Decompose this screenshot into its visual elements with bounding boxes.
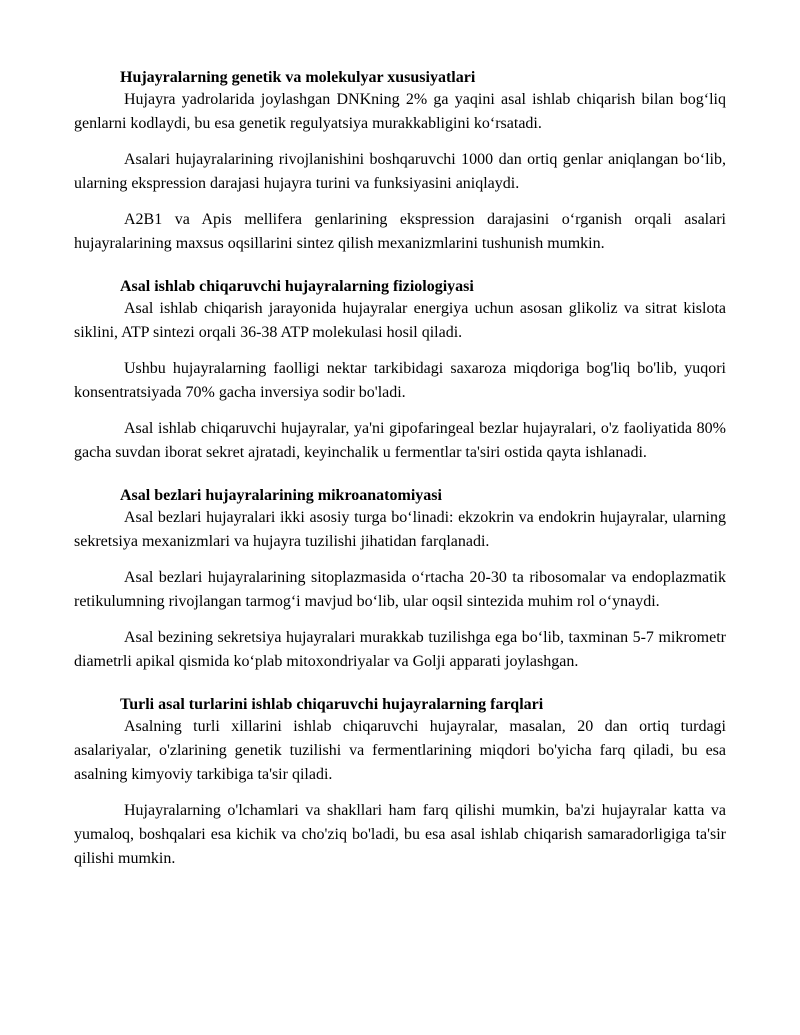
paragraph: Asal bezlari hujayralari ikki asosiy turga bo‘linadi: ekzokrin va endokrin hujayralar, ularning sekretsiya mexanizmlari va hujayra tuzilishi jihatidan farqlanadi. (74, 509, 726, 550)
section-heading: Asal ishlab chiqaruvchi hujayralarning fiziologiyasi (120, 278, 474, 295)
paragraph: Hujayra yadrolarida joylashgan DNKning 2% ga yaqini asal ishlab chiqarish bilan bog‘liq genlarni kodlaydi, bu esa genetik regulyatsiya murakkabligini ko‘rsatadi. (74, 91, 726, 132)
paragraph: Asal bezining sekretsiya hujayralari murakkab tuzilishga ega bo‘lib, taxminan 5-7 mikrometr diametrli apikal qismida ko‘plab mitoxondriyalar va Golji apparati joylashgan. (74, 629, 726, 670)
section-physiology (74, 277, 726, 465)
section-differences (74, 695, 726, 871)
paragraph: Asalari hujayralarining rivojlanishini boshqaruvchi 1000 dan ortiq genlar aniqlangan bo‘lib, ularning ekspression darajasi hujayra turini va funksiyasini aniqlaydi. (74, 151, 726, 192)
paragraph: Asal ishlab chiqaruvchi hujayralar, ya'ni gipofaringeal bezlar hujayralari, o'z faoliyatida 80% gacha suvdan iborat sekret ajratadi, keyinchalik u fermentlar ta'siri ostida qayta ishlanadi. (74, 420, 726, 461)
section-heading: Turli asal turlarini ishlab chiqaruvchi hujayralarning farqlari (120, 696, 544, 713)
section-microanatomy (74, 486, 726, 674)
paragraph: Asal ishlab chiqarish jarayonida hujayralar energiya uchun asosan glikoliz va sitrat kislota siklini, ATP sintezi orqali 36-38 ATP molekulasi hosil qiladi. (74, 300, 726, 341)
section-heading: Hujayralarning genetik va molekulyar xususiyatlari (120, 69, 476, 86)
paragraph: Ushbu hujayralarning faolligi nektar tarkibidagi saxaroza miqdoriga bog'liq bo'lib, yuqori konsentratsiyada 70% gacha inversiya sodir bo'ladi. (74, 360, 726, 401)
section-genetics (74, 68, 726, 256)
section-heading: Asal bezlari hujayralarining mikroanatomiyasi (120, 487, 442, 504)
paragraph: A2B1 va Apis mellifera genlarining ekspression darajasini o‘rganish orqali asalari hujayralarining maxsus oqsillarini sintez qilish mexanizmlarini tushunish mumkin. (74, 211, 726, 252)
paragraph: Asalning turli xillarini ishlab chiqaruvchi hujayralar, masalan, 20 dan ortiq turdagi asalariyalar, o'zlarining genetik tuzilishi va fermentlarining miqdori bo'yicha farq qiladi, bu esa asalning kimyoviy tarkibiga ta'sir qiladi. (74, 718, 726, 783)
paragraph: Asal bezlari hujayralarining sitoplazmasida o‘rtacha 20-30 ta ribosomalar va endoplazmatik retikulumning rivojlangan tarmog‘i mavjud bo‘lib, ular oqsil sintezida muhim rol o‘ynaydi. (74, 569, 726, 610)
paragraph: Hujayralarning o'lchamlari va shakllari ham farq qilishi mumkin, ba'zi hujayralar katta va yumaloq, boshqalari esa kichik va cho'ziq bo'ladi, bu esa asal ishlab chiqarish samaradorligiga ta'sir qilishi mumkin. (74, 802, 726, 867)
